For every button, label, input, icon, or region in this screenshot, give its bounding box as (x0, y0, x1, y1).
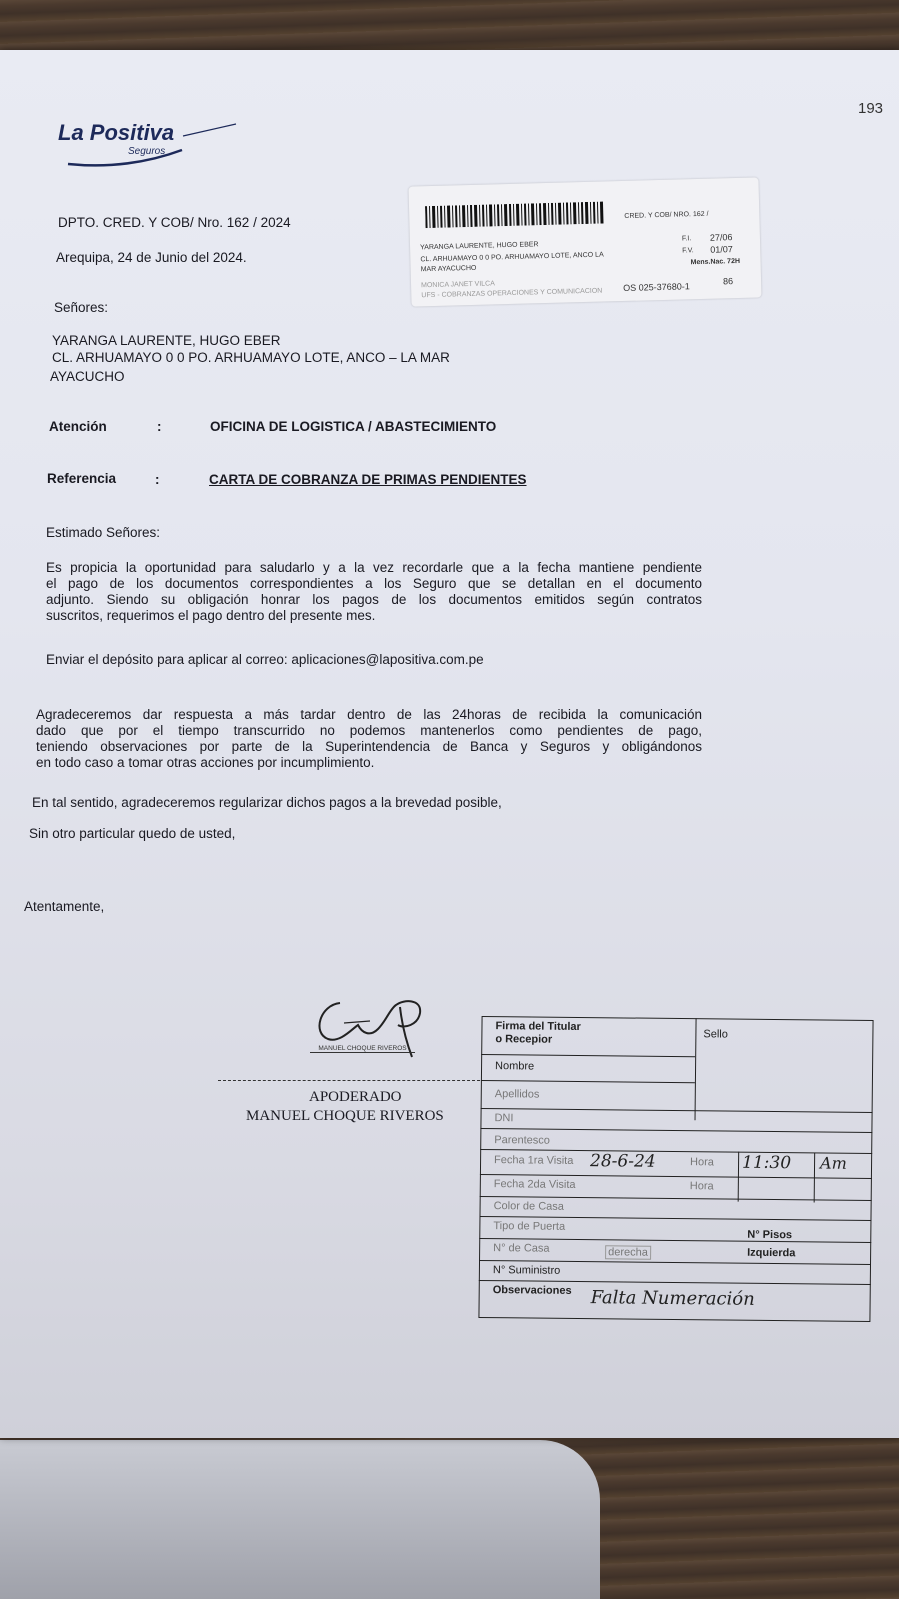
suministro-label: N° Suministro (492, 1264, 561, 1277)
n-pisos-label: N° Pisos (747, 1228, 793, 1242)
atencion-colon: : (157, 419, 162, 434)
parentesco-label: Parentesco (494, 1134, 551, 1147)
firma-label: Firma del Titular (495, 1020, 581, 1033)
recipient-city: AYACUCHO (50, 369, 125, 384)
paragraph-3-line: dado que por el tiempo transcurrido no podemos mantenerlos como pendientes de pago, (36, 723, 702, 738)
document-date: Arequipa, 24 de Junio del 2024. (56, 250, 247, 265)
label-sender2: UFS - COBRANZAS OPERACIONES Y COMUNICACION (421, 287, 603, 300)
signature-line (218, 1080, 480, 1081)
signer-name: MANUEL CHOQUE RIVEROS (246, 1108, 444, 1124)
dni-label: DNI (494, 1112, 514, 1125)
paragraph-1-line: Es propicia la oportunidad para saludarlo y a la vez recordarle que a la fecha mantiene pendiente (46, 560, 702, 575)
paragraph-3 (36, 707, 702, 771)
apellidos-label: Apellidos (494, 1088, 540, 1101)
signature-stamp: MANUEL CHOQUE RIVEROS (310, 1045, 415, 1053)
paragraph-4: En tal sentido, agradeceremos regularizar dichos pagos a la brevedad posible, (32, 795, 502, 810)
paragraph-3-line: teniendo observaciones por parte de la Superintendencia de Banca y Seguros y obligándonos (36, 739, 702, 754)
salutation-senores: Señores: (54, 300, 109, 315)
underlying-sheet (0, 1440, 600, 1599)
paragraph-1-line: adjunto. Siendo su obligación honrar los pagos de los documentos emitidos según contratos (46, 592, 702, 607)
recipient-name: YARANGA LAURENTE, HUGO EBER (52, 333, 281, 348)
color-label: Color de Casa (493, 1200, 564, 1213)
fecha1-value: 28-6-24 (589, 1151, 656, 1172)
recipient-address: CL. ARHUAMAYO 0 0 PO. ARHUAMAYO LOTE, ANCO – LA MAR (52, 350, 450, 365)
hora-label: Hora (690, 1156, 714, 1169)
la-positiva-logo (58, 120, 175, 157)
signer-role: APODERADO (309, 1089, 402, 1105)
atencion-value: OFICINA DE LOGISTICA / ABASTECIMIENTO (210, 419, 497, 434)
label-mens: Mens.Nac. 72H (690, 257, 741, 267)
label-addr1: YARANGA LAURENTE, HUGO EBER (420, 241, 539, 252)
mailing-label (408, 177, 761, 306)
izquierda-label: Izquierda (747, 1246, 796, 1260)
observaciones-label: Observaciones (492, 1284, 572, 1297)
observaciones-value: Falta Numeración (590, 1287, 755, 1310)
n-casa-label: N° de Casa (493, 1242, 550, 1255)
handwritten-signature-icon (300, 985, 440, 1065)
sello-label: Sello (703, 1028, 728, 1041)
label-sender1: MONICA JANET VILCA (420, 280, 495, 290)
label-fv: 01/07 (710, 244, 733, 255)
paragraph-1-line: suscritos, requerimos el pago dentro del presente mes. (46, 608, 376, 623)
logo-name: La Positiva (58, 120, 175, 145)
logo-sub: Seguros (128, 146, 166, 157)
recepior-label: o Recepior (495, 1033, 553, 1046)
hora-value: 11:30 (741, 1152, 792, 1174)
hora-suffix: Am (819, 1153, 847, 1173)
barcode-icon (425, 201, 606, 228)
label-os-num: 86 (722, 276, 734, 287)
label-addr2: CL. ARHUAMAYO 0 0 PO. ARHUAMAYO LOTE, ANCO LA (420, 251, 604, 264)
paragraph-5: Sin otro particular quedo de usted, (29, 826, 236, 841)
page-number: 193 (858, 100, 884, 117)
paragraph-3-line: Agradeceremos dar respuesta a más tardar dentro de las 24horas de recibida la comunicación (36, 707, 702, 722)
label-fv-label: F.V. (682, 247, 694, 255)
label-addr3: MAR AYACUCHO (420, 264, 477, 274)
fecha1-label: Fecha 1ra Visita (494, 1154, 574, 1167)
document-reference: DPTO. CRED. Y COB/ Nro. 162 / 2024 (58, 215, 291, 230)
atencion-label: Atención (49, 419, 107, 434)
label-ref: CRED. Y COB/ NRO. 162 / (624, 210, 709, 220)
paragraph-2: Enviar el depósito para aplicar al correo: aplicaciones@lapositiva.com.pe (46, 652, 484, 667)
derecha-label: derecha (605, 1245, 651, 1259)
hora2-label: Hora (689, 1180, 714, 1193)
paragraph-1 (46, 560, 702, 624)
fecha2-label: Fecha 2da Visita (493, 1178, 576, 1191)
label-fi-label: F.I. (681, 235, 692, 243)
paragraph-3-line: en todo caso a tomar otras acciones por incumplimiento. (36, 755, 375, 770)
label-fi: 27/06 (709, 232, 733, 243)
nombre-label: Nombre (495, 1060, 535, 1073)
closing: Atentamente, (24, 899, 105, 914)
receipt-form (478, 1016, 873, 1322)
referencia-value: CARTA DE COBRANZA DE PRIMAS PENDIENTES (209, 472, 527, 487)
label-os: OS 025-37680-1 (623, 281, 690, 294)
referencia-label: Referencia (47, 471, 117, 486)
referencia-colon: : (155, 472, 160, 487)
tipo-puerta-label: Tipo de Puerta (493, 1220, 566, 1233)
greeting: Estimado Señores: (46, 525, 161, 540)
paragraph-1-line: el pago de los documentos correspondientes a los Seguro que se detallan en el documento (46, 576, 702, 591)
